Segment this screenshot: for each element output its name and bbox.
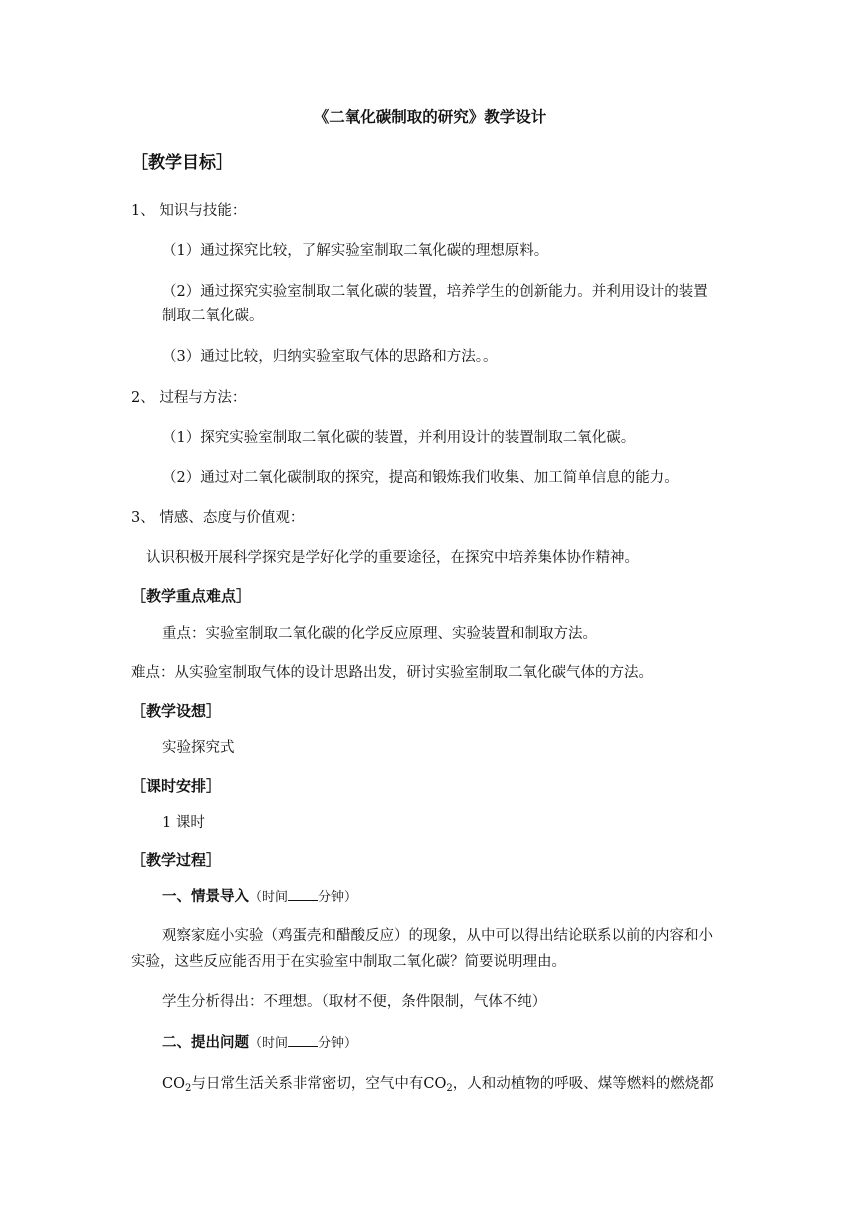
step-2-time-blank xyxy=(288,1032,318,1047)
step-1-time-prefix: （时间 xyxy=(249,890,289,905)
goal-1-2-cont: 制取二氧化碳。 xyxy=(162,308,264,324)
section-3-text: 认识积极开展科学探究是学好化学的重要途径，在探究中培养集体协作精神。 xyxy=(146,550,639,566)
heading-idea: ［教学设想］ xyxy=(131,702,222,720)
page-title: 《二氧化碳制取的研究》教学设计 xyxy=(313,107,547,126)
section-3-heading: 3、 情感、态度与价值观： xyxy=(131,510,305,526)
step-1-time-suffix: 分钟） xyxy=(318,890,358,905)
step-2-time-prefix: （时间 xyxy=(249,1036,289,1051)
goal-1-2: （2）通过探究实验室制取二氧化碳的装置，培养学生的创新能力。并利用设计的装置 xyxy=(162,284,708,300)
step-1-time-blank xyxy=(288,886,318,901)
co2-formula-2: $CO_2$ xyxy=(423,1076,453,1094)
heading-process: ［教学过程］ xyxy=(131,851,222,869)
step-2-paragraph: $CO_2$与日常生活关系非常密切，空气中有$CO_2$，人和动植物的呼吸、煤等燃料的燃烧都 xyxy=(162,1076,714,1094)
step-2-time-suffix: 分钟） xyxy=(318,1036,358,1051)
section-1-heading: 1、 知识与技能： xyxy=(131,203,247,219)
section-2-heading: 2、 过程与方法： xyxy=(131,390,247,406)
step-2-heading xyxy=(162,1032,357,1054)
heading-goals: ［教学目标］ xyxy=(131,153,233,173)
idea-text: 实验探究式 xyxy=(162,740,235,756)
keypoint-text: 重点：实验室制取二氧化碳的化学反应原理、实验装置和制取方法。 xyxy=(162,626,597,642)
difficulty-text: 难点：从实验室制取气体的设计思路出发，研讨实验室制取二氧化碳气体的方法。 xyxy=(131,665,653,681)
step-1-title: 一、情景导入 xyxy=(162,888,249,905)
step-2-title: 二、提出问题 xyxy=(162,1034,249,1051)
step-1-heading xyxy=(162,886,357,908)
goal-1-1: （1）通过探究比较，了解实验室制取二氧化碳的理想原料。 xyxy=(162,243,549,259)
co2-formula-1: $CO_2$ xyxy=(162,1076,192,1094)
goal-2-1: （1）探究实验室制取二氧化碳的装置，并利用设计的装置制取二氧化碳。 xyxy=(162,430,636,446)
schedule-text: 1 课时 xyxy=(162,815,205,831)
step-1-paragraph-2: 学生分析得出：不理想。（取材不便，条件限制，气体不纯） xyxy=(162,994,547,1010)
step-1-paragraph-line-2: 实验，这些反应能否用于在实验室中制取二氧化碳？简要说明理由。 xyxy=(131,954,566,970)
heading-keypoints: ［教学重点难点］ xyxy=(131,587,252,605)
goal-1-3: （3）通过比较，归纳实验室取气体的思路和方法。。 xyxy=(162,349,498,365)
heading-schedule: ［课时安排］ xyxy=(131,777,222,795)
step-1-paragraph-line-1: 观察家庭小实验（鸡蛋壳和醋酸反应）的现象，从中可以得出结论联系以前的内容和小 xyxy=(162,928,713,944)
goal-2-2: （2）通过对二氧化碳制取的探究，提高和锻炼我们收集、加工简单信息的能力。 xyxy=(162,470,679,486)
